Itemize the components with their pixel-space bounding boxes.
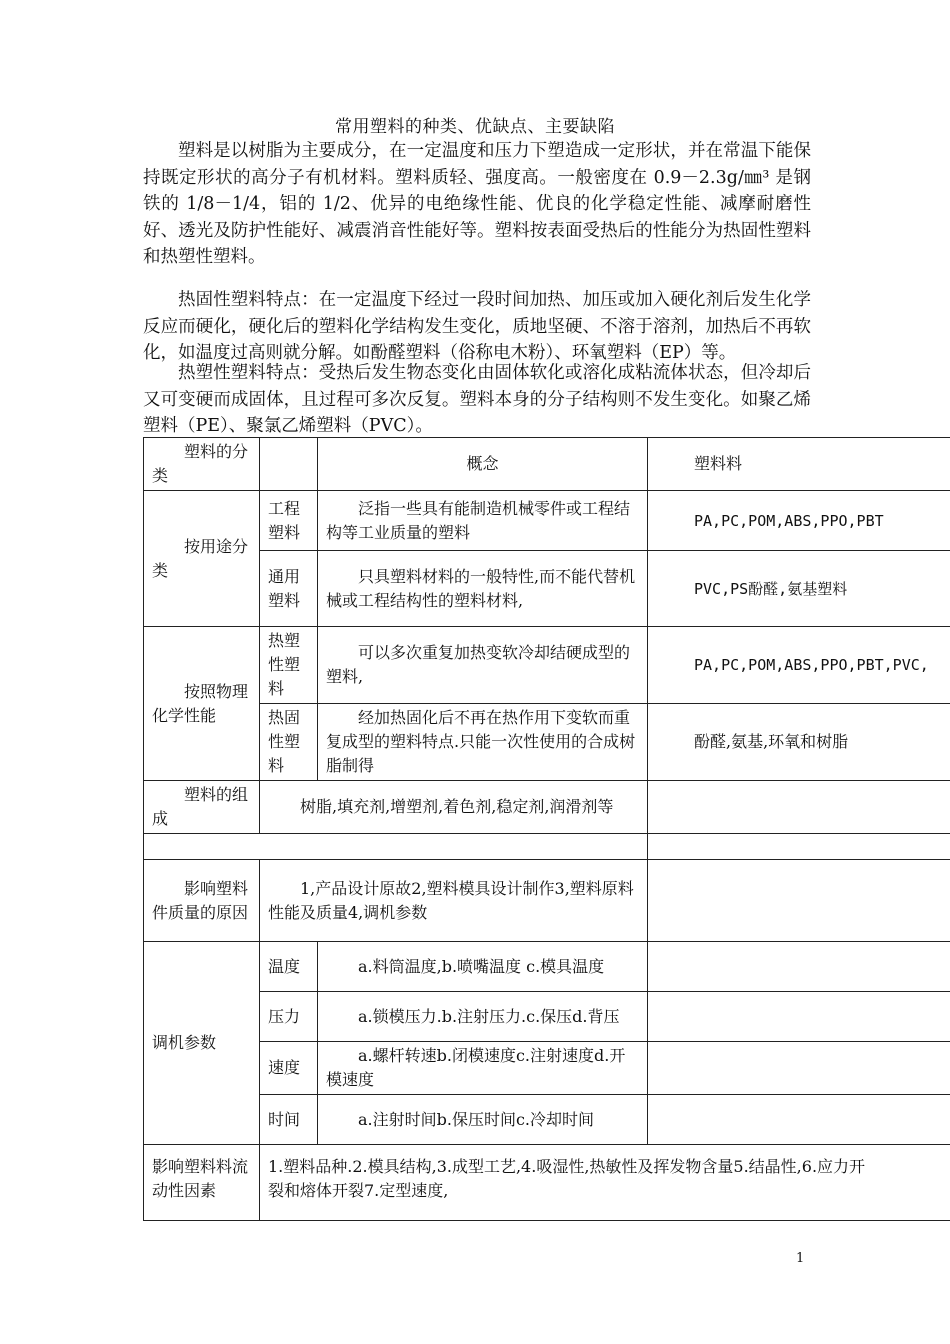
thermoplastic-paragraph (143, 360, 811, 440)
table-row (144, 834, 950, 860)
engineering-materials: PA,PC,POM,ABS,PPO,PBT (648, 491, 950, 551)
table-row (144, 1145, 950, 1221)
table-header-row (144, 438, 950, 491)
empty-cell (648, 992, 950, 1042)
thermoset-paragraph (143, 287, 811, 367)
empty-cell (648, 1095, 950, 1145)
empty-cell (648, 942, 950, 992)
empty-cell (648, 781, 950, 834)
paragraph-text: 热固性塑料特点：在一定温度下经过一段时间加热、加压或加入硬化剂后发生化学反应而硬化，硬化后的塑料化学结构发生变化，质地坚硬、不溶于溶剂，加热后不再软化，如温度过高则就分解。如酚醛塑料（俗称电木粉）、环氧塑料（EP）等。 (143, 290, 811, 363)
document-title: 常用塑料的种类、优缺点、主要缺陷 (335, 117, 615, 137)
tuning-name: 时间 (260, 1095, 318, 1145)
paragraph-text: 塑料是以树脂为主要成分，在一定温度和压力下塑造成一定形状，并在常温下能保持既定形状的高分子有机材料。塑料质轻、强度高。一般密度在 0.9－2.3g/㎜³ 是钢铁的 1/8－1/4，铝的 1/2、优异的电绝缘性能、优良的化学稳定性能、减摩耐磨性好、透光及防护性能好、减震消音性能好等。塑料按表面受热后的性能分为热固性塑料和热塑性塑料。 (143, 141, 811, 267)
composition-text: 树脂,填充剂,增塑剂,着色剂,稳定剂,润滑剂等 (260, 781, 648, 834)
page-number: 1 (796, 1251, 805, 1266)
tuning-text: a.注射时间b.保压时间c.冷却时间 (318, 1095, 648, 1145)
header-concept: 概念 (318, 438, 648, 491)
by-property-label: 按照物理化学性能 (144, 627, 260, 781)
table-row (144, 781, 950, 834)
thermoset-concept: 经加热固化后不再在热作用下变软而重复成型的塑料特点.只能一次性使用的合成树脂制得 (318, 704, 648, 781)
empty-cell (648, 834, 950, 860)
empty-cell (144, 834, 648, 860)
table-row (144, 860, 950, 942)
table-row (144, 1042, 950, 1095)
general-concept: 只具塑料材料的一般特性,而不能代替机械或工程结构性的塑料材料, (318, 551, 648, 627)
tuning-text: a.锁模压力.b.注射压力.c.保压d.背压 (318, 992, 648, 1042)
table-row (144, 1095, 950, 1145)
quality-factors-label: 影响塑料件质量的原因 (144, 860, 260, 942)
table-row (144, 551, 950, 627)
engineering-name: 工程塑料 (260, 491, 318, 551)
plastics-table (143, 437, 950, 1221)
table-row (144, 627, 950, 704)
tuning-name: 温度 (260, 942, 318, 992)
flow-factors-text: 1.塑料品种.2.模具结构,3.成型工艺,4.吸湿性,热敏性及挥发物含量5.结晶性,6.应力开裂和熔体开裂7.定型速度, (260, 1145, 950, 1221)
paragraph-text: 热塑性塑料特点：受热后发生物态变化由固体软化或溶化成粘流体状态，但冷却后又可变硬而成固体，且过程可多次反复。塑料本身的分子结构则不发生变化。如聚乙烯塑料（PE）、聚氯乙烯塑料（PVC）。 (143, 363, 811, 436)
thermoset-name: 热固性塑料 (260, 704, 318, 781)
empty-cell (648, 860, 950, 942)
thermoplastic-name: 热塑性塑料 (260, 627, 318, 704)
by-use-label: 按用途分类 (144, 491, 260, 627)
flow-factors-label: 影响塑料料流动性因素 (144, 1145, 260, 1221)
general-name: 通用塑料 (260, 551, 318, 627)
tuning-label: 调机参数 (144, 942, 260, 1145)
tuning-text: a.料筒温度,b.喷嘴温度 c.模具温度 (318, 942, 648, 992)
table-row (144, 992, 950, 1042)
table-row (144, 704, 950, 781)
table-row (144, 491, 950, 551)
tuning-text: a.螺杆转速b.闭模速度c.注射速度d.开模速度 (318, 1042, 648, 1095)
thermoplastic-concept: 可以多次重复加热变软冷却结硬成型的塑料, (318, 627, 648, 704)
header-category: 塑料的分类 (144, 438, 260, 491)
thermoplastic-materials: PA,PC,POM,ABS,PPO,PBT,PVC, (648, 627, 950, 704)
header-materials: 塑料料 (648, 438, 950, 491)
engineering-concept: 泛指一些具有能制造机械零件或工程结构等工业质量的塑料 (318, 491, 648, 551)
quality-factors-text: 1,产品设计原故2,塑料模具设计制作3,塑料原料性能及质量4,调机参数 (260, 860, 648, 942)
table-row (144, 942, 950, 992)
thermoset-materials: 酚醛,氨基,环氧和树脂 (648, 704, 950, 781)
general-materials: PVC,PS酚醛,氨基塑料 (648, 551, 950, 627)
empty-cell (648, 1042, 950, 1095)
tuning-name: 压力 (260, 992, 318, 1042)
intro-paragraph (143, 138, 811, 271)
header-empty (260, 438, 318, 491)
tuning-name: 速度 (260, 1042, 318, 1095)
composition-label: 塑料的组成 (144, 781, 260, 834)
